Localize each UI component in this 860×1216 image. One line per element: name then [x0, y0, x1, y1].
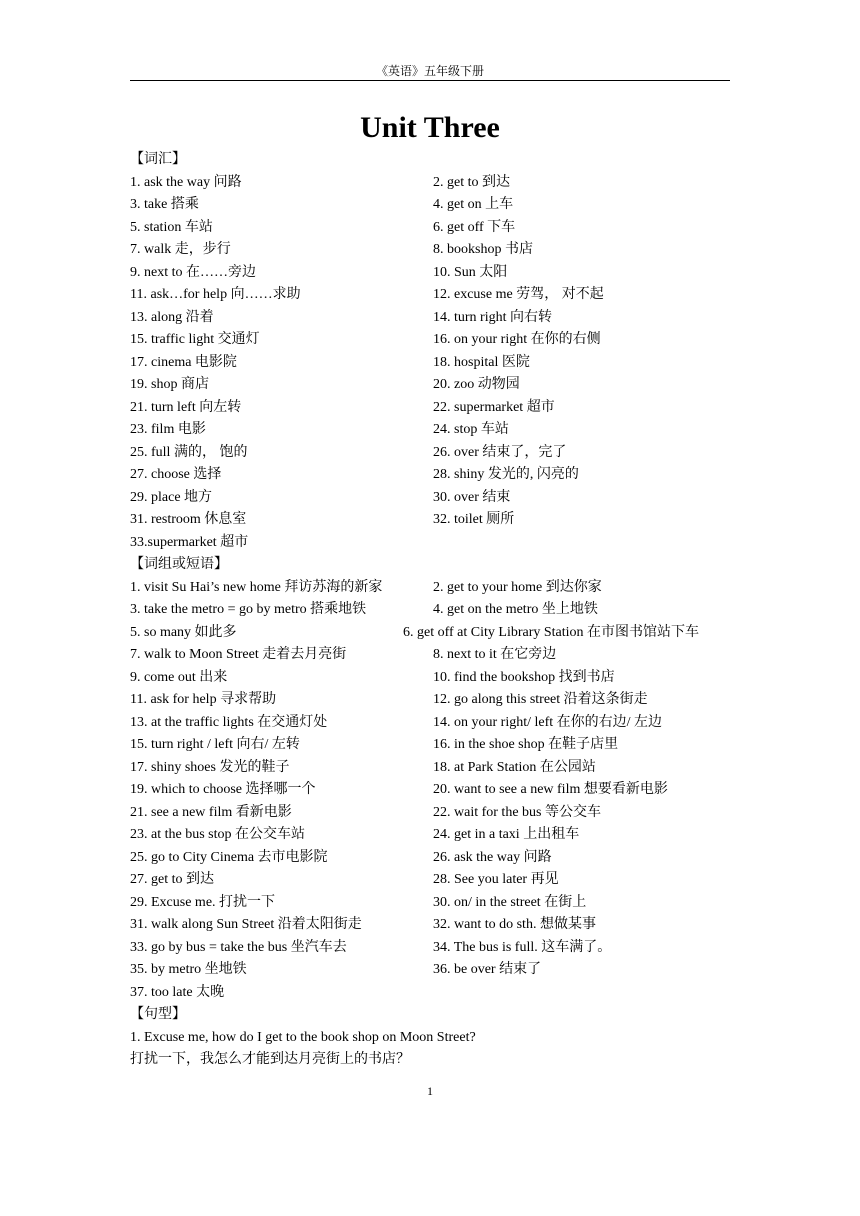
- phrase-row: [130, 824, 740, 847]
- vocab-heading: 【词汇】: [130, 152, 186, 167]
- vocab-row: [130, 329, 740, 352]
- phrase-item: 23. at the bus stop 在公交车站: [130, 827, 305, 842]
- phrase-row: [130, 847, 740, 870]
- vocab-item: 7. walk 走，步行: [130, 242, 231, 257]
- sentence-chinese: 打扰一下，我怎么才能到达月亮街上的书店？: [130, 1052, 410, 1067]
- phrase-item: 28. See you later 再见: [433, 872, 559, 887]
- vocab-item: 23. film 电影: [130, 422, 206, 437]
- phrase-item: 1. visit Su Hai’s new home 拜访苏海的新家: [130, 579, 383, 595]
- sentence-heading-row: [130, 1004, 740, 1027]
- vocab-row: [130, 217, 740, 240]
- vocab-item: 29. place 地方: [130, 489, 213, 505]
- vocab-item: 10. Sun 太阳: [433, 264, 508, 280]
- phrase-item: 32. want to do sth. 想做某事: [433, 917, 596, 932]
- vocab-item: 1. ask the way 问路: [130, 174, 242, 190]
- phrase-row: [130, 667, 740, 690]
- vocab-item: 9. next to 在……旁边: [130, 264, 256, 280]
- phrase-item: 34. The bus is full. 这车满了。: [433, 939, 612, 955]
- vocab-item: 17. cinema 电影院: [130, 354, 237, 370]
- vocab-item: 32. toilet 厕所: [433, 512, 515, 527]
- vocab-row: [130, 419, 740, 442]
- vocab-item: 2. get to 到达: [433, 174, 510, 190]
- vocab-item: 27. choose 选择: [130, 467, 222, 482]
- phrase-item: 36. be over 结束了: [433, 962, 542, 977]
- phrase-row: [130, 982, 740, 1005]
- vocab-item: 15. traffic light 交通灯: [130, 332, 260, 347]
- running-header: 《英语》五年级下册: [375, 64, 484, 78]
- vocab-row: [130, 464, 740, 487]
- vocab-item: 4. get on 上车: [433, 197, 514, 212]
- vocab-item: 24. stop 车站: [433, 422, 509, 437]
- phrase-item: 15. turn right / left 向右/ 左转: [130, 737, 300, 752]
- vocab-item: 12. excuse me 劳驾， 对不起: [433, 287, 604, 302]
- phrase-item: 8. next to it 在它旁边: [433, 647, 557, 662]
- phrase-row: [130, 937, 740, 960]
- page-title: Unit Three: [360, 111, 500, 144]
- vocab-item: 28. shiny 发光的, 闪亮的: [433, 467, 579, 482]
- phrase-row: [130, 869, 740, 892]
- phrase-row: [130, 959, 740, 982]
- phrase-item: 7. walk to Moon Street 走着去月亮街: [130, 647, 347, 662]
- vocab-row: [130, 239, 740, 262]
- phrase-item: 29. Excuse me. 打扰一下: [130, 894, 276, 910]
- phrase-item: 11. ask for help 寻求帮助: [130, 692, 277, 707]
- sentence-heading: 【句型】: [130, 1007, 186, 1022]
- phrase-item: 25. go to City Cinema 去市电影院: [130, 849, 328, 865]
- header-rule: [130, 80, 730, 81]
- sentence-row: [130, 1049, 740, 1072]
- vocab-row: [130, 442, 740, 465]
- vocab-item: 26. over 结束了，完了: [433, 444, 567, 460]
- vocab-item: 18. hospital 医院: [433, 354, 530, 370]
- phrase-item: 27. get to 到达: [130, 872, 214, 887]
- phrase-item: 5. so many 如此多: [130, 624, 237, 640]
- vocab-item: 31. restroom 休息室: [130, 512, 247, 527]
- vocab-item: 8. bookshop 书店: [433, 242, 533, 257]
- sentence-english: 1. Excuse me, how do I get to the book shop on Moon Street?: [130, 1029, 476, 1045]
- phrase-item: 14. on your right/ left 在你的右边/ 左边: [433, 714, 663, 730]
- vocab-row: [130, 397, 740, 420]
- vocab-item: 33.supermarket 超市: [130, 534, 249, 550]
- vocab-row: [130, 284, 740, 307]
- vocab-row: [130, 307, 740, 330]
- phrase-item: 30. on/ in the street 在街上: [433, 894, 587, 910]
- phrase-item: 35. by metro 坐地铁: [130, 962, 247, 977]
- phrase-list: [130, 577, 740, 1005]
- vocab-item: 16. on your right 在你的右侧: [433, 332, 601, 347]
- phrase-row: [130, 914, 740, 937]
- phrase-item: 33. go by bus = take the bus 坐汽车去: [130, 939, 347, 955]
- vocab-item: 19. shop 商店: [130, 377, 209, 392]
- sentence-row: [130, 1027, 740, 1050]
- phrase-row: [130, 802, 740, 825]
- vocab-item: 25. full 满的， 饱的: [130, 444, 248, 460]
- vocab-row: [130, 262, 740, 285]
- phrase-row: [130, 644, 740, 667]
- phrase-item: 3. take the metro = go by metro 搭乘地铁: [130, 602, 367, 617]
- page-number: 1: [427, 1084, 433, 1098]
- phrase-item: 6. get off at City Library Station 在市图书馆站下车: [403, 624, 700, 640]
- phrase-row: [130, 577, 740, 600]
- phrase-item: 19. which to choose 选择哪一个: [130, 782, 316, 797]
- phrase-item: 17. shiny shoes 发光的鞋子: [130, 759, 290, 775]
- phrase-item: 31. walk along Sun Street 沿着太阳街走: [130, 917, 362, 932]
- vocab-row: [130, 487, 740, 510]
- phrase-item: 12. go along this street 沿着这条街走: [433, 692, 648, 707]
- vocab-row: [130, 532, 740, 555]
- vocab-item: 11. ask…for help 向……求助: [130, 287, 301, 302]
- phrase-item: 21. see a new film 看新电影: [130, 804, 292, 820]
- phrase-item: 18. at Park Station 在公园站: [433, 759, 596, 775]
- vocab-item: 20. zoo 动物园: [433, 377, 520, 392]
- phrase-item: 9. come out 出来: [130, 669, 228, 685]
- vocab-item: 21. turn left 向左转: [130, 399, 242, 415]
- phrase-item: 2. get to your home 到达你家: [433, 579, 602, 595]
- phrase-row: [130, 622, 740, 645]
- phrase-item: 10. find the bookshop 找到书店: [433, 669, 615, 685]
- phrase-row: [130, 757, 740, 780]
- phrase-item: 20. want to see a new film 想要看新电影: [433, 782, 668, 797]
- phrase-item: 37. too late 太晚: [130, 984, 225, 1000]
- phrase-row: [130, 734, 740, 757]
- vocab-heading-row: [130, 149, 740, 172]
- phrase-item: 4. get on the metro 坐上地铁: [433, 602, 598, 617]
- phrase-row: [130, 599, 740, 622]
- phrase-item: 24. get in a taxi 上出租车: [433, 827, 580, 842]
- vocab-row: [130, 172, 740, 195]
- vocab-row: [130, 352, 740, 375]
- phrase-heading: 【词组或短语】: [130, 557, 228, 572]
- vocab-row: [130, 374, 740, 397]
- phrase-row: [130, 892, 740, 915]
- phrase-item: 22. wait for the bus 等公交车: [433, 804, 601, 820]
- vocab-item: 22. supermarket 超市: [433, 399, 555, 415]
- document-body: [130, 149, 740, 1072]
- phrase-item: 26. ask the way 问路: [433, 849, 552, 865]
- vocab-item: 3. take 搭乘: [130, 197, 199, 212]
- vocab-row: [130, 194, 740, 217]
- vocab-item: 5. station 车站: [130, 219, 213, 235]
- phrase-heading-row: [130, 554, 740, 577]
- phrase-row: [130, 689, 740, 712]
- vocab-item: 13. along 沿着: [130, 309, 214, 325]
- vocab-item: 6. get off 下车: [433, 219, 516, 235]
- vocab-item: 30. over 结束: [433, 489, 511, 505]
- vocab-list: [130, 172, 740, 555]
- phrase-item: 16. in the shoe shop 在鞋子店里: [433, 737, 619, 752]
- phrase-row: [130, 779, 740, 802]
- vocab-item: 14. turn right 向右转: [433, 309, 552, 325]
- phrase-row: [130, 712, 740, 735]
- vocab-row: [130, 509, 740, 532]
- phrase-item: 13. at the traffic lights 在交通灯处: [130, 714, 328, 730]
